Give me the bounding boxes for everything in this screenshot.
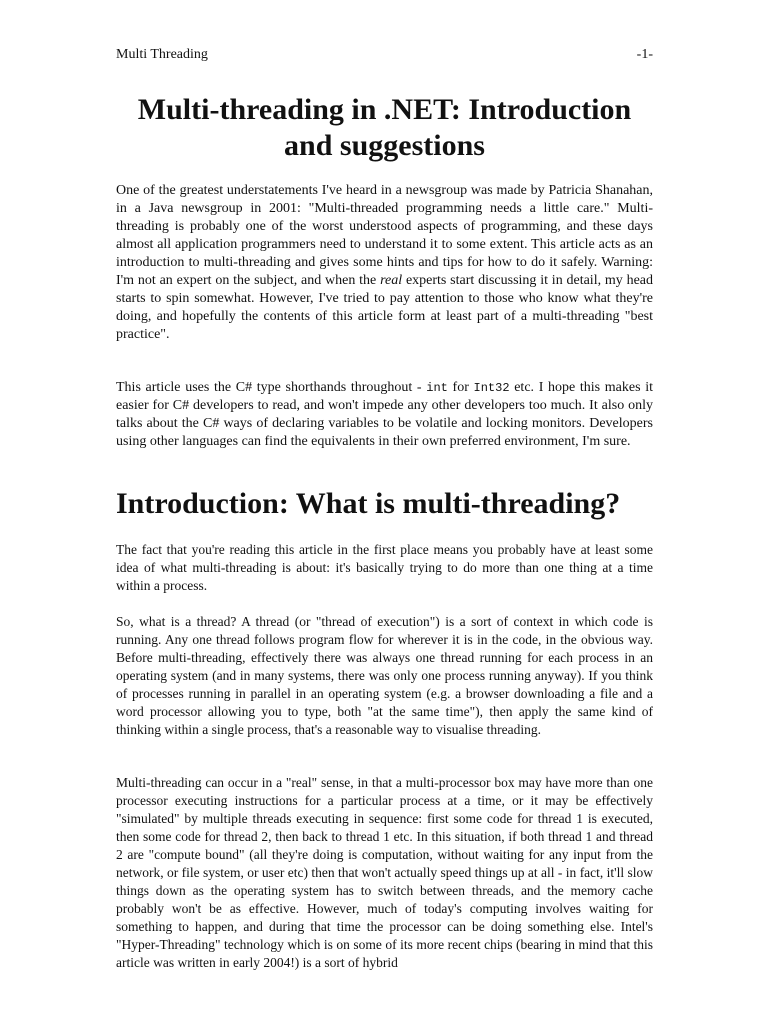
intro-text-a: One of the greatest understatements I've heard in a newsgroup was made by Patricia Shanahan, in a Java newsgroup in 2001: "Multi-threaded programming needs a little care." Multi-threading is probably one of the worst understood aspects of programming, and these days almost all application programmers need to understand it to some extent. This article acts as an introduction to multi-threading and gives some hints and tips for how to do it safely. Warning: I'm not an expert on the subject, and when the bbox=[116, 183, 653, 288]
conventions-paragraph bbox=[116, 379, 653, 451]
document-page bbox=[116, 0, 653, 1024]
section-paragraph-1: The fact that you're reading this article in the first place means you probably have at least some idea of what multi-threading is about: it's basically trying to do more than one thing at a time within a process. bbox=[116, 542, 653, 593]
document-title: Multi-threading in .NET: Introduction and suggestions bbox=[137, 93, 632, 162]
conventions-text-a: This article uses the C# type shorthands throughout - bbox=[116, 380, 427, 395]
code-int: int bbox=[426, 381, 448, 395]
section-paragraph-2: So, what is a thread? A thread (or "thread of execution") is a sort of context in which code is running. Any one thread follows program flow for wherever it is in the code, in the obvious way. Before multi-threading, effectively there was always one thread running for each process in an operating system (and in many systems, there was only one process running anyway). If you think of processes running in parallel in an operating system (e.g. a browser downloading a file and a word processor allowing you to type, both "at the same time"), then apply the same kind of thinking within a single process, that's a reasonable way to visualise threading. bbox=[116, 614, 653, 737]
header-title: Multi Threading bbox=[116, 47, 208, 62]
running-header bbox=[116, 46, 653, 64]
intro-text-b: experts start discussing it in detail, my head starts to spin somewhat. However, I've tried to pay attention to those who know what they're doing, and hopefully the contents of this article form at least part of a multi-threading "best practice". bbox=[116, 273, 654, 342]
conventions-text-b: for bbox=[447, 380, 474, 395]
intro-paragraph bbox=[116, 182, 653, 344]
section-paragraph-3: Multi-threading can occur in a "real" sense, in that a multi-processor box may have more than one processor executing instructions for a particular process at a time, or it may be effectively "simulated" by multiple threads executing in sequence: first some code for thread 1 is executed, then some code for thread 2, then back to thread 1 etc. In this situation, if both thread 1 and thread 2 are "compute bound" (all they're doing is computation, without waiting for any input from the network, or file system, or user etc) then that won't actually speed things up at all - in fact, it'll slow things down as the operating system has to switch between threads, and the memory cache probably won't be as effective. However, much of today's computing involves waiting for something to happen, and during that time the processor can be doing something else. Intel's "Hyper-Threading" technology which is on some of its more recent chips (bearing in mind that this article was written in early 2004!) is a sort of hybrid bbox=[116, 775, 653, 970]
intro-emphasis: real bbox=[380, 273, 403, 288]
code-int32: Int32 bbox=[473, 381, 510, 395]
page-number: -1- bbox=[636, 47, 653, 62]
conventions-text-c: etc. I hope this makes it easier for C# developers to read, and won't impede any other developers too much. It also only talks about the C# ways of declaring variables to be volatile and locking monitors. Developers using other languages can find the equivalents in their own preferred environment, I'm sure. bbox=[116, 380, 653, 449]
section-heading: Introduction: What is multi-threading? bbox=[116, 487, 621, 520]
